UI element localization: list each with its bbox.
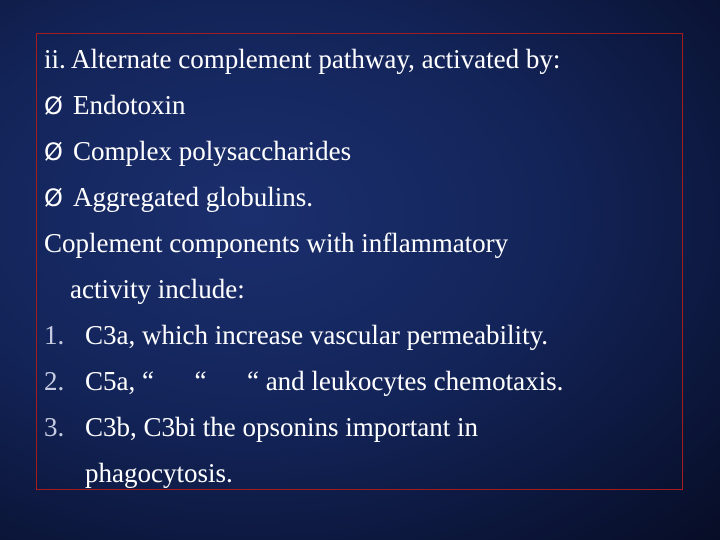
- item-number: 1.: [44, 320, 65, 350]
- item-text: C3a, which increase vascular permeability.: [85, 320, 549, 350]
- item-number: 2.: [44, 366, 65, 396]
- bullet-item: [44, 128, 680, 174]
- numbered-item: [44, 312, 680, 358]
- arrow-bullet-icon: Ø: [44, 184, 63, 212]
- bullet-item: [44, 174, 680, 220]
- bullet-text: Endotoxin: [73, 90, 186, 120]
- paragraph-line: Coplement components with inflammatory: [44, 228, 509, 258]
- intro-line: ii. Alternate complement pathway, activated by:: [44, 44, 561, 74]
- numbered-item: [44, 358, 680, 404]
- item-text: C3b, C3bi the opsonins important in: [85, 412, 479, 442]
- arrow-bullet-icon: Ø: [44, 92, 63, 120]
- arrow-bullet-icon: Ø: [44, 138, 63, 166]
- numbered-item: [44, 404, 680, 450]
- numbered-item-continuation: phagocytosis.: [85, 458, 233, 488]
- item-number: 3.: [44, 412, 65, 442]
- bullet-item: [44, 82, 680, 128]
- paragraph-continuation: activity include:: [70, 274, 245, 304]
- bullet-text: Complex polysaccharides: [73, 136, 352, 166]
- item-text: C5a, “ “ “ and leukocytes chemotaxis.: [85, 366, 564, 396]
- bullet-text: Aggregated globulins.: [73, 182, 313, 212]
- slide-body: [44, 36, 680, 496]
